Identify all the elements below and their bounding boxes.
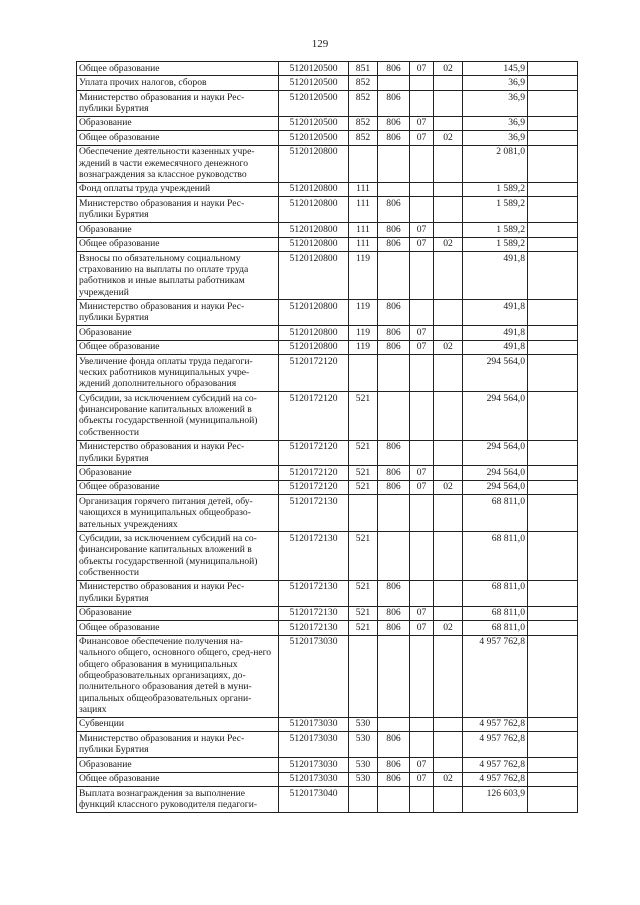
expense-type-cell (349, 355, 378, 392)
expense-type-cell: 851 (349, 62, 378, 76)
row-name-cell: Общее образование (77, 480, 279, 494)
extra-cell (528, 758, 578, 772)
subsection-code-cell: 02 (434, 480, 463, 494)
table-row (77, 772, 578, 786)
target-article-code-cell: 5120173030 (279, 635, 349, 717)
row-name-cell: Общее образование (77, 340, 279, 354)
target-article-code-cell: 5120172120 (279, 392, 349, 440)
row-name-cell: Обеспечение деятельности казенных учре-ждений в части ежемесячного денежного вознаграждения за классное руководство (77, 145, 279, 182)
expense-type-cell: 111 (349, 223, 378, 237)
extra-cell (528, 252, 578, 300)
row-name-cell: Образование (77, 116, 279, 130)
row-name-cell: Министерство образования и науки Рес-публики Бурятия (77, 90, 279, 116)
table-row (77, 606, 578, 620)
subsection-code-cell (434, 145, 463, 182)
extra-cell (528, 116, 578, 130)
expense-type-cell: 521 (349, 580, 378, 606)
subsection-code-cell (434, 326, 463, 340)
expense-type-cell: 111 (349, 182, 378, 196)
target-article-code-cell: 5120120800 (279, 145, 349, 182)
subsection-code-cell: 02 (434, 772, 463, 786)
subsection-code-cell (434, 580, 463, 606)
row-name-cell: Увеличение фонда оплаты труда педагоги-ческих работников муниципальных учре-ждений дополнительного образования (77, 355, 279, 392)
subsection-code-cell (434, 197, 463, 223)
section-code-cell: 07 (410, 326, 434, 340)
section-code-cell: 07 (410, 116, 434, 130)
amount-cell: 68 811,0 (463, 495, 528, 532)
row-name-cell: Образование (77, 606, 279, 620)
extra-cell (528, 62, 578, 76)
table-row (77, 758, 578, 772)
table-row (77, 466, 578, 480)
target-article-code-cell: 5120173030 (279, 772, 349, 786)
subsection-code-cell: 02 (434, 131, 463, 145)
expense-type-cell: 852 (349, 116, 378, 130)
section-code-cell (410, 90, 434, 116)
target-article-code-cell: 5120172130 (279, 580, 349, 606)
row-name-cell: Министерство образования и науки Рес-публики Бурятия (77, 300, 279, 326)
amount-cell: 4 957 762,8 (463, 772, 528, 786)
ministry-code-cell: 806 (378, 326, 410, 340)
table-row (77, 131, 578, 145)
target-article-code-cell: 5120120800 (279, 300, 349, 326)
target-article-code-cell: 5120172120 (279, 480, 349, 494)
extra-cell (528, 76, 578, 90)
row-name-cell: Организация горячего питания детей, обу-чающихся в муниципальных общеобразо-вательных учреждениях (77, 495, 279, 532)
target-article-code-cell: 5120173030 (279, 732, 349, 758)
amount-cell: 4 957 762,8 (463, 732, 528, 758)
row-name-cell: Субсидии, за исключением субсидий на со-финансирование капитальных вложений в объекты государственной (муниципальной) собственности (77, 392, 279, 440)
expense-type-cell: 521 (349, 606, 378, 620)
row-name-cell: Общее образование (77, 621, 279, 635)
subsection-code-cell (434, 787, 463, 813)
page-number: 129 (311, 38, 329, 50)
table-row (77, 580, 578, 606)
target-article-code-cell: 5120120500 (279, 116, 349, 130)
table-row (77, 116, 578, 130)
amount-cell: 36,9 (463, 116, 528, 130)
ministry-code-cell (378, 717, 410, 731)
target-article-code-cell: 5120120800 (279, 252, 349, 300)
ministry-code-cell: 806 (378, 197, 410, 223)
amount-cell: 491,8 (463, 326, 528, 340)
table-row (77, 787, 578, 813)
target-article-code-cell: 5120120800 (279, 182, 349, 196)
section-code-cell (410, 182, 434, 196)
expense-type-cell: 521 (349, 532, 378, 580)
amount-cell: 145,9 (463, 62, 528, 76)
subsection-code-cell (434, 252, 463, 300)
section-code-cell (410, 145, 434, 182)
ministry-code-cell (378, 787, 410, 813)
extra-cell (528, 145, 578, 182)
section-code-cell: 07 (410, 772, 434, 786)
expense-type-cell (349, 495, 378, 532)
row-name-cell: Министерство образования и науки Рес-публики Бурятия (77, 197, 279, 223)
section-code-cell (410, 355, 434, 392)
row-name-cell: Финансовое обеспечение получения на-чального общего, основного общего, сред-него общего образования в муниципальных общеобразовательных организациях, до-полнительного образования детей в муни-ципальных общеобразовательных органи-зациях (77, 635, 279, 717)
extra-cell (528, 326, 578, 340)
extra-cell (528, 392, 578, 440)
extra-cell (528, 466, 578, 480)
budget-table (76, 61, 578, 813)
target-article-code-cell: 5120172120 (279, 355, 349, 392)
section-code-cell: 07 (410, 223, 434, 237)
subsection-code-cell: 02 (434, 340, 463, 354)
section-code-cell (410, 717, 434, 731)
extra-cell (528, 237, 578, 251)
ministry-code-cell: 806 (378, 223, 410, 237)
amount-cell: 4 957 762,8 (463, 717, 528, 731)
ministry-code-cell: 806 (378, 300, 410, 326)
expense-type-cell: 119 (349, 252, 378, 300)
row-name-cell: Образование (77, 758, 279, 772)
ministry-code-cell: 806 (378, 237, 410, 251)
ministry-code-cell (378, 76, 410, 90)
section-code-cell (410, 580, 434, 606)
ministry-code-cell: 806 (378, 621, 410, 635)
subsection-code-cell (434, 355, 463, 392)
ministry-code-cell (378, 635, 410, 717)
ministry-code-cell: 806 (378, 131, 410, 145)
ministry-code-cell (378, 392, 410, 440)
amount-cell: 294 564,0 (463, 355, 528, 392)
target-article-code-cell: 5120172120 (279, 440, 349, 466)
ministry-code-cell (378, 182, 410, 196)
section-code-cell: 07 (410, 480, 434, 494)
extra-cell (528, 621, 578, 635)
subsection-code-cell (434, 440, 463, 466)
table-row (77, 495, 578, 532)
table-row (77, 340, 578, 354)
table-row (77, 326, 578, 340)
amount-cell: 68 811,0 (463, 606, 528, 620)
target-article-code-cell: 5120173040 (279, 787, 349, 813)
section-code-cell: 07 (410, 62, 434, 76)
target-article-code-cell: 5120172120 (279, 466, 349, 480)
subsection-code-cell (434, 758, 463, 772)
section-code-cell (410, 787, 434, 813)
ministry-code-cell: 806 (378, 340, 410, 354)
subsection-code-cell (434, 116, 463, 130)
table-row (77, 62, 578, 76)
row-name-cell: Министерство образования и науки Рес-публики Бурятия (77, 440, 279, 466)
table-row (77, 392, 578, 440)
table-row (77, 145, 578, 182)
extra-cell (528, 606, 578, 620)
table-row (77, 732, 578, 758)
extra-cell (528, 495, 578, 532)
table-row (77, 621, 578, 635)
amount-cell: 1 589,2 (463, 223, 528, 237)
row-name-cell: Общее образование (77, 62, 279, 76)
subsection-code-cell (434, 732, 463, 758)
table-row (77, 237, 578, 251)
subsection-code-cell (434, 76, 463, 90)
expense-type-cell: 111 (349, 237, 378, 251)
extra-cell (528, 131, 578, 145)
ministry-code-cell: 806 (378, 758, 410, 772)
extra-cell (528, 223, 578, 237)
extra-cell (528, 532, 578, 580)
amount-cell: 36,9 (463, 76, 528, 90)
amount-cell: 4 957 762,8 (463, 758, 528, 772)
extra-cell (528, 440, 578, 466)
target-article-code-cell: 5120120800 (279, 197, 349, 223)
extra-cell (528, 717, 578, 731)
expense-type-cell: 119 (349, 326, 378, 340)
ministry-code-cell: 806 (378, 440, 410, 466)
extra-cell (528, 480, 578, 494)
amount-cell: 491,8 (463, 300, 528, 326)
row-name-cell: Общее образование (77, 772, 279, 786)
section-code-cell: 07 (410, 131, 434, 145)
expense-type-cell: 530 (349, 717, 378, 731)
target-article-code-cell: 5120172130 (279, 621, 349, 635)
expense-type-cell (349, 635, 378, 717)
row-name-cell: Образование (77, 466, 279, 480)
table-row (77, 355, 578, 392)
subsection-code-cell (434, 466, 463, 480)
table-row (77, 90, 578, 116)
expense-type-cell (349, 787, 378, 813)
target-article-code-cell: 5120120500 (279, 76, 349, 90)
amount-cell: 68 811,0 (463, 580, 528, 606)
table-row (77, 182, 578, 196)
extra-cell (528, 355, 578, 392)
extra-cell (528, 300, 578, 326)
section-code-cell (410, 300, 434, 326)
ministry-code-cell: 806 (378, 116, 410, 130)
expense-type-cell: 521 (349, 480, 378, 494)
expense-type-cell: 111 (349, 197, 378, 223)
section-code-cell: 07 (410, 237, 434, 251)
extra-cell (528, 90, 578, 116)
row-name-cell: Образование (77, 223, 279, 237)
table-row (77, 76, 578, 90)
target-article-code-cell: 5120120500 (279, 90, 349, 116)
extra-cell (528, 340, 578, 354)
ministry-code-cell: 806 (378, 480, 410, 494)
table-row (77, 440, 578, 466)
expense-type-cell (349, 145, 378, 182)
row-name-cell: Субвенции (77, 717, 279, 731)
ministry-code-cell (378, 252, 410, 300)
section-code-cell (410, 197, 434, 223)
subsection-code-cell (434, 635, 463, 717)
subsection-code-cell (434, 392, 463, 440)
subsection-code-cell: 02 (434, 237, 463, 251)
extra-cell (528, 772, 578, 786)
section-code-cell (410, 440, 434, 466)
ministry-code-cell: 806 (378, 62, 410, 76)
subsection-code-cell (434, 300, 463, 326)
expense-type-cell: 521 (349, 621, 378, 635)
row-name-cell: Министерство образования и науки Рес-публики Бурятия (77, 580, 279, 606)
expense-type-cell: 530 (349, 758, 378, 772)
target-article-code-cell: 5120173030 (279, 758, 349, 772)
target-article-code-cell: 5120172130 (279, 495, 349, 532)
table-row (77, 300, 578, 326)
ministry-code-cell: 806 (378, 466, 410, 480)
extra-cell (528, 732, 578, 758)
ministry-code-cell: 806 (378, 580, 410, 606)
target-article-code-cell: 5120120500 (279, 131, 349, 145)
expense-type-cell: 521 (349, 466, 378, 480)
expense-type-cell: 852 (349, 76, 378, 90)
extra-cell (528, 580, 578, 606)
amount-cell: 36,9 (463, 131, 528, 145)
amount-cell: 68 811,0 (463, 621, 528, 635)
amount-cell: 294 564,0 (463, 466, 528, 480)
row-name-cell: Выплата вознаграждения за выполнение функций классного руководителя педагоги- (77, 787, 279, 813)
target-article-code-cell: 5120120800 (279, 237, 349, 251)
ministry-code-cell (378, 355, 410, 392)
target-article-code-cell: 5120172130 (279, 606, 349, 620)
amount-cell: 294 564,0 (463, 440, 528, 466)
section-code-cell (410, 532, 434, 580)
row-name-cell: Общее образование (77, 237, 279, 251)
ministry-code-cell: 806 (378, 606, 410, 620)
table-row (77, 635, 578, 717)
subsection-code-cell (434, 532, 463, 580)
extra-cell (528, 635, 578, 717)
ministry-code-cell: 806 (378, 90, 410, 116)
ministry-code-cell: 806 (378, 772, 410, 786)
section-code-cell: 07 (410, 758, 434, 772)
subsection-code-cell: 02 (434, 62, 463, 76)
amount-cell: 36,9 (463, 90, 528, 116)
amount-cell: 491,8 (463, 252, 528, 300)
expense-type-cell: 119 (349, 340, 378, 354)
amount-cell: 1 589,2 (463, 237, 528, 251)
section-code-cell (410, 495, 434, 532)
amount-cell: 294 564,0 (463, 480, 528, 494)
table-row (77, 252, 578, 300)
amount-cell: 4 957 762,8 (463, 635, 528, 717)
ministry-code-cell (378, 495, 410, 532)
section-code-cell (410, 392, 434, 440)
table-row (77, 223, 578, 237)
expense-type-cell: 530 (349, 772, 378, 786)
subsection-code-cell (434, 90, 463, 116)
target-article-code-cell: 5120120800 (279, 340, 349, 354)
expense-type-cell: 852 (349, 131, 378, 145)
table-row (77, 717, 578, 731)
subsection-code-cell (434, 182, 463, 196)
expense-type-cell: 852 (349, 90, 378, 116)
amount-cell: 1 589,2 (463, 182, 528, 196)
target-article-code-cell: 5120172130 (279, 532, 349, 580)
subsection-code-cell (434, 717, 463, 731)
table-body (77, 62, 578, 813)
subsection-code-cell (434, 606, 463, 620)
row-name-cell: Общее образование (77, 131, 279, 145)
expense-type-cell: 119 (349, 300, 378, 326)
subsection-code-cell (434, 223, 463, 237)
section-code-cell (410, 76, 434, 90)
amount-cell: 126 603,9 (463, 787, 528, 813)
section-code-cell: 07 (410, 466, 434, 480)
subsection-code-cell (434, 495, 463, 532)
section-code-cell: 07 (410, 340, 434, 354)
table-row (77, 480, 578, 494)
ministry-code-cell (378, 145, 410, 182)
target-article-code-cell: 5120120500 (279, 62, 349, 76)
section-code-cell (410, 252, 434, 300)
section-code-cell (410, 732, 434, 758)
amount-cell: 491,8 (463, 340, 528, 354)
table-row (77, 532, 578, 580)
expense-type-cell: 521 (349, 392, 378, 440)
amount-cell: 1 589,2 (463, 197, 528, 223)
row-name-cell: Субсидии, за исключением субсидий на со-финансирование капитальных вложений в объекты государственной (муниципальной) собственности (77, 532, 279, 580)
section-code-cell (410, 635, 434, 717)
section-code-cell: 07 (410, 621, 434, 635)
target-article-code-cell: 5120173030 (279, 717, 349, 731)
amount-cell: 294 564,0 (463, 392, 528, 440)
amount-cell: 2 081,0 (463, 145, 528, 182)
subsection-code-cell: 02 (434, 621, 463, 635)
row-name-cell: Министерство образования и науки Рес-публики Бурятия (77, 732, 279, 758)
row-name-cell: Фонд оплаты труда учреждений (77, 182, 279, 196)
expense-type-cell: 530 (349, 732, 378, 758)
ministry-code-cell (378, 532, 410, 580)
amount-cell: 68 811,0 (463, 532, 528, 580)
target-article-code-cell: 5120120800 (279, 326, 349, 340)
target-article-code-cell: 5120120800 (279, 223, 349, 237)
ministry-code-cell: 806 (378, 732, 410, 758)
extra-cell (528, 197, 578, 223)
extra-cell (528, 182, 578, 196)
row-name-cell: Уплата прочих налогов, сборов (77, 76, 279, 90)
expense-type-cell: 521 (349, 440, 378, 466)
table-row (77, 197, 578, 223)
section-code-cell: 07 (410, 606, 434, 620)
row-name-cell: Образование (77, 326, 279, 340)
row-name-cell: Взносы по обязательному социальному страхованию на выплаты по оплате труда работников и иные выплаты работникам учреждений (77, 252, 279, 300)
extra-cell (528, 787, 578, 813)
